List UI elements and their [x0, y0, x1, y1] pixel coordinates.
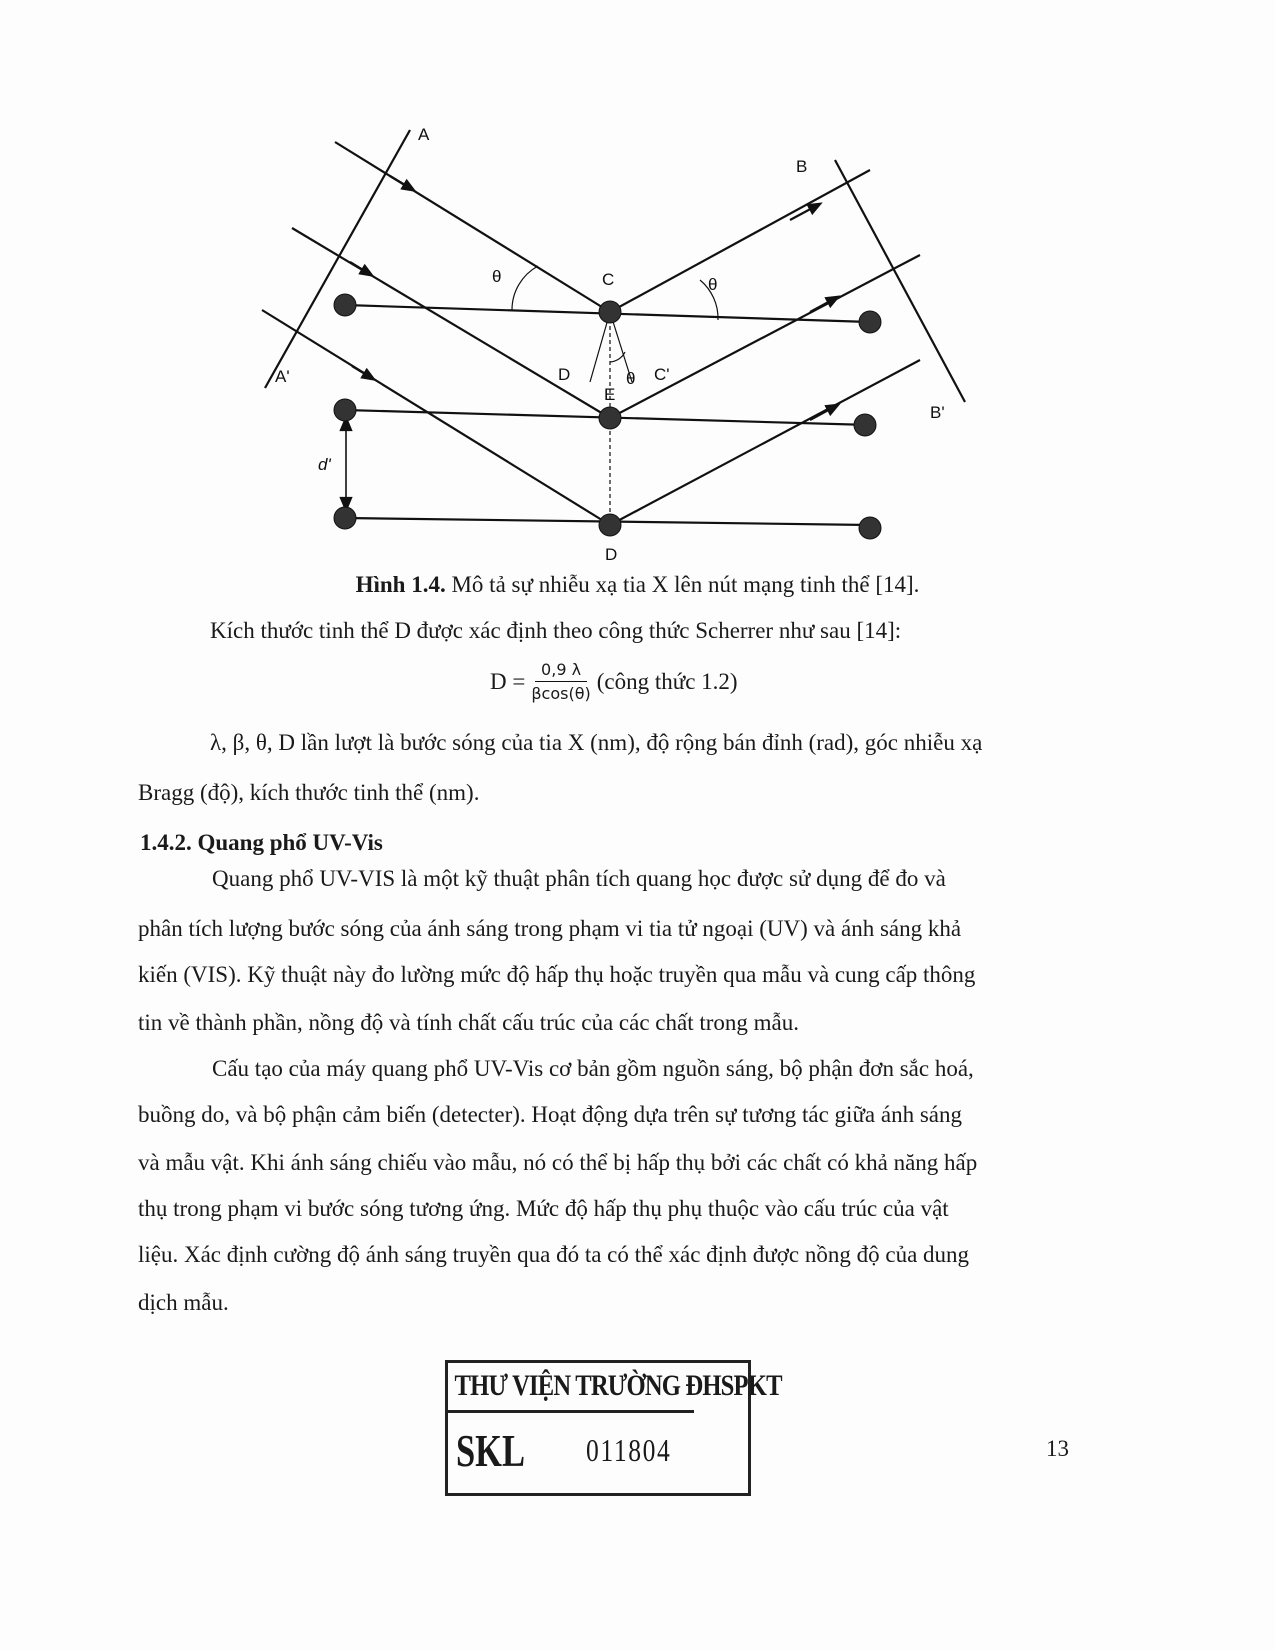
figure-caption-text: Mô tả sự nhiễu xạ tia X lên nút mạng tinh thể [14]. — [445, 572, 920, 597]
definitions-line-1: λ, β, θ, D lần lượt là bước sóng của tia X (nm), độ rộng bán đỉnh (rad), góc nhiễu xạ — [210, 730, 983, 755]
label-theta-left: θ — [492, 267, 502, 286]
paragraph2-line: và mẫu vật. Khi ánh sáng chiếu vào mẫu, nó có thể bị hấp thụ bởi các chất có khả năng hấp — [138, 1150, 978, 1175]
label-b: B — [796, 157, 808, 176]
bragg-diffraction-figure — [250, 120, 980, 570]
paragraph2-line: dịch mẫu. — [138, 1290, 229, 1315]
stamp-code: SKL — [456, 1424, 526, 1476]
figure-caption — [0, 572, 1275, 598]
section-heading: 1.4.2. Quang phổ UV-Vis — [140, 830, 383, 855]
stamp-number: 011804 — [586, 1431, 672, 1468]
paragraph1-line: Quang phổ UV-VIS là một kỹ thuật phân tích quang học được sử dụng để đo và — [212, 866, 946, 891]
figure-caption-number: Hình 1.4. — [355, 572, 446, 597]
definitions-line-2: Bragg (độ), kích thước tinh thể (nm). — [138, 780, 480, 805]
label-c: C — [602, 270, 615, 289]
label-bottom-point: D — [605, 545, 618, 564]
paragraph2-line: liệu. Xác định cường độ ánh sáng truyền qua đó ta có thể xác định được nồng độ của dung — [138, 1242, 970, 1267]
formula-label: (công thức 1.2) — [596, 668, 738, 694]
paragraph1-line: kiến (VIS). Kỹ thuật này đo lường mức độ hấp thụ hoặc truyền qua mẫu và cung cấp thông — [138, 962, 976, 987]
stamp-body — [448, 1413, 748, 1487]
label-e: E — [604, 385, 616, 404]
label-theta-right: θ — [708, 275, 718, 294]
scherrer-formula — [490, 660, 738, 703]
label-d: D — [558, 365, 571, 384]
label-a-prime: A' — [275, 367, 290, 386]
library-stamp — [445, 1360, 782, 1496]
label-d-prime: d' — [318, 455, 331, 474]
stamp-title: THƯ VIỆN TRƯỜNG ĐHSPKT — [448, 1363, 694, 1413]
label-c-prime: C' — [654, 365, 670, 384]
page-number: 13 — [1046, 1436, 1069, 1461]
paragraph2-line: thụ trong phạm vi bước sóng tương ứng. Mức độ hấp thụ phụ thuộc vào cấu trúc của vật — [138, 1196, 949, 1221]
label-a: A — [418, 125, 430, 144]
paragraph2-line: buồng do, và bộ phận cảm biến (detecter). Hoạt động dựa trên sự tương tác giữa ánh sáng — [138, 1102, 962, 1127]
paragraph1-line: tin về thành phần, nồng độ và tính chất cấu trúc của các chất trong mẫu. — [138, 1010, 800, 1035]
label-theta-center: θ — [626, 369, 636, 388]
bragg-diffraction-diagram — [250, 120, 980, 570]
formula-lhs: D = — [490, 668, 526, 694]
formula-denominator: βcos(θ) — [531, 684, 591, 703]
label-b-prime: B' — [930, 403, 945, 422]
scherrer-intro: Kích thước tinh thể D được xác định theo công thức Scherrer như sau [14]: — [210, 618, 902, 643]
formula-numerator: 0,9 λ — [535, 660, 587, 682]
paragraph1-line: phân tích lượng bước sóng của ánh sáng trong phạm vi tia tử ngoại (UV) và ánh sáng khả — [138, 916, 962, 941]
formula-fraction — [531, 660, 590, 703]
paragraph2-line: Cấu tạo của máy quang phổ UV-Vis cơ bản gồm nguồn sáng, bộ phận đơn sắc hoá, — [212, 1056, 974, 1081]
